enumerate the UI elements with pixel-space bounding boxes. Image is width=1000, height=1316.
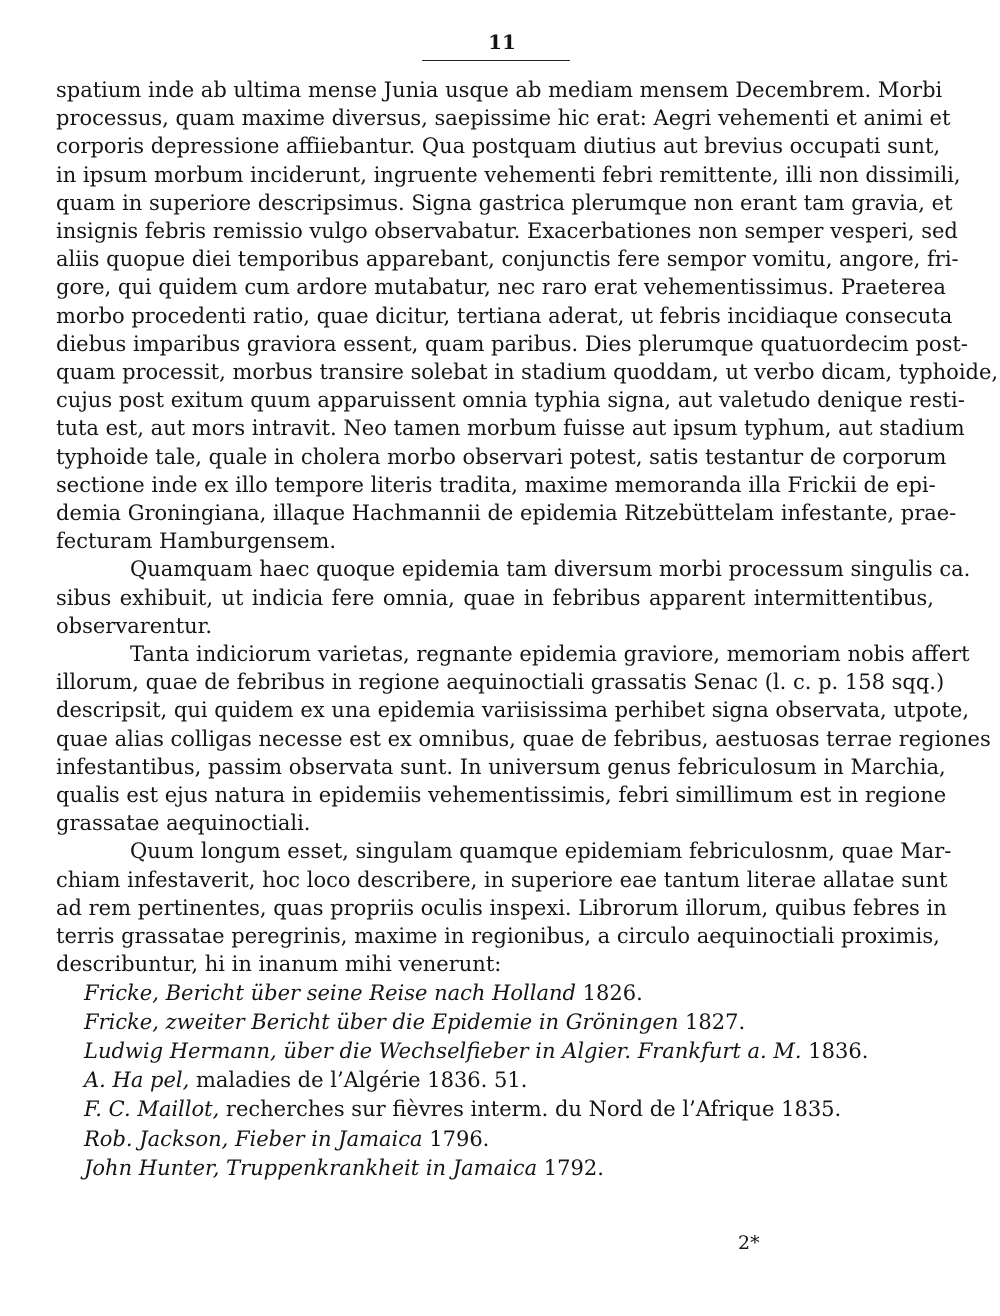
text-line: grassatae aequinoctiali. bbox=[56, 811, 311, 836]
reference-title: Fricke, zweiter Bericht über die Epidemie in Gröningen bbox=[84, 1009, 679, 1034]
text-line: descripsit, qui quidem ex una epidemia variisissima perhibet signa observata, utpote, bbox=[56, 698, 969, 723]
reference-detail: 1796. bbox=[422, 1126, 490, 1151]
reference-item bbox=[84, 1066, 934, 1095]
reference-item bbox=[84, 1154, 934, 1183]
reference-detail: 1792. bbox=[537, 1155, 604, 1180]
reference-detail: 1836. bbox=[801, 1038, 869, 1063]
page-body bbox=[56, 76, 999, 1183]
text-line: typhoide tale, quale in cholera morbo observari potest, satis testantur de corporum bbox=[56, 444, 947, 469]
reference-item bbox=[84, 1125, 934, 1154]
reference-title: F. C. Maillot, bbox=[84, 1097, 220, 1122]
text-line: illorum, quae de febribus in regione aequinoctiali grassatis Senac (l. c. p. 158 sqq.) bbox=[56, 670, 945, 695]
text-line: Tanta indiciorum varietas, regnante epidemia graviore, memoriam nobis affert bbox=[130, 642, 970, 667]
reference-item bbox=[84, 1095, 934, 1124]
text-line: fecturam Hamburgensem. bbox=[56, 529, 337, 554]
text-line: cujus post exitum quum apparuissent omnia typhia signa, aut valetudo denique resti- bbox=[56, 388, 965, 413]
text-line: observarentur. bbox=[56, 613, 213, 638]
signature-mark: 2* bbox=[738, 1232, 760, 1254]
paragraph-2 bbox=[56, 555, 971, 640]
reference-detail: recherches sur fièvres interm. du Nord de l’Afrique 1835. bbox=[219, 1097, 842, 1122]
reference-item bbox=[84, 1037, 934, 1066]
text-line: insignis febris remissio vulgo observabatur. Exacerbationes non semper vesperi, sed bbox=[56, 219, 958, 244]
text-line: sectione inde ex illo tempore literis tradita, maxime memoranda illa Frickii de epi- bbox=[56, 472, 936, 497]
text-line: qualis est ejus natura in epidemiis vehementissimis, febri simillimum est in regione bbox=[56, 783, 947, 808]
paragraph-4 bbox=[56, 837, 952, 978]
reference-item bbox=[84, 979, 934, 1008]
text-line: terris grassatae peregrinis, maxime in regionibus, a circulo aequinoctiali proximis, bbox=[56, 924, 940, 949]
text-line: infestantibus, passim observata sunt. In universum genus febriculosum in Marchia, bbox=[56, 754, 946, 779]
text-line: ad rem pertinentes, quas propriis oculis inspexi. Librorum illorum, quibus febres in bbox=[56, 895, 947, 920]
text-line: diebus imparibus graviora essent, quam paribus. Dies plerumque quatuordecim post- bbox=[56, 331, 968, 356]
text-line: aliis quopue diei temporibus apparebant, conjunctis fere sempor vomitu, angore, fri- bbox=[56, 247, 959, 272]
text-line: processus, quam maxime diversus, saepissime hic erat: Aegri vehementi et animi et bbox=[56, 106, 951, 131]
text-line: quam processit, morbus transire solebat in stadium quoddam, ut verbo dicam, typhoide, bbox=[56, 360, 999, 385]
reference-item bbox=[84, 1008, 934, 1037]
text-line: Quamquam haec quoque epidemia tam diversum morbi processum singulis ca. bbox=[130, 557, 971, 582]
text-line: corporis depressione affiiebantur. Qua postquam diutius aut brevius occupati sunt, bbox=[56, 134, 941, 159]
text-line: chiam infestaverit, hoc loco describere, in superiore eae tantum literae allatae sunt bbox=[56, 867, 948, 892]
reference-detail: 1826. bbox=[575, 980, 643, 1005]
reference-detail: maladies de l’Algérie 1836. 51. bbox=[189, 1068, 528, 1093]
text-line: in ipsum morbum inciderunt, ingruente vehementi febri remittente, illi non dissimili, bbox=[56, 162, 961, 187]
text-line: describuntur, hi in inanum mihi venerunt: bbox=[56, 952, 502, 977]
reference-list bbox=[56, 979, 934, 1183]
reference-title: Ludwig Hermann, über die Wechselfieber in Algier. Frankfurt a. M. bbox=[84, 1038, 802, 1063]
header-rule bbox=[422, 60, 570, 61]
text-line: tuta est, aut mors intravit. Neo tamen morbum fuisse aut ipsum typhum, aut stadium bbox=[56, 416, 965, 441]
text-line: gore, qui quidem cum ardore mutabatur, nec raro erat vehementissimus. Praeterea bbox=[56, 275, 946, 300]
text-line: spatium inde ab ultima mense Junia usque ab mediam mensem Decembrem. Morbi bbox=[56, 78, 943, 102]
text-line: quae alias colligas necesse est ex omnibus, quae de febribus, aestuosas terrae regiones bbox=[56, 726, 991, 751]
text-line: morbo procedenti ratio, quae dicitur, tertiana aderat, ut febris incidiaque consecuta bbox=[56, 303, 953, 328]
reference-detail: 1827. bbox=[678, 1009, 746, 1034]
text-line: demia Groningiana, illaque Hachmannii de epidemia Ritzebüttelam infestante, prae- bbox=[56, 501, 957, 526]
reference-title: John Hunter, Truppenkrankheit in Jamaica bbox=[84, 1155, 538, 1180]
paragraph-3 bbox=[56, 640, 991, 837]
text-line: sibus exhibuit, ut indicia fere omnia, quae in febribus apparent intermittentibus, bbox=[56, 585, 934, 610]
text-line: quam in superiore descripsimus. Signa gastrica plerumque non erant tam gravia, et bbox=[56, 190, 953, 215]
text-line: Quum longum esset, singulam quamque epidemiam febriculosnm, quae Mar- bbox=[130, 839, 952, 864]
reference-title: Fricke, Bericht über seine Reise nach Holland bbox=[84, 980, 576, 1005]
reference-title: A. Ha pel, bbox=[84, 1068, 190, 1093]
page-number: 11 bbox=[488, 30, 516, 54]
reference-title: Rob. Jackson, Fieber in Jamaica bbox=[84, 1126, 423, 1151]
paragraph-1 bbox=[56, 76, 999, 555]
